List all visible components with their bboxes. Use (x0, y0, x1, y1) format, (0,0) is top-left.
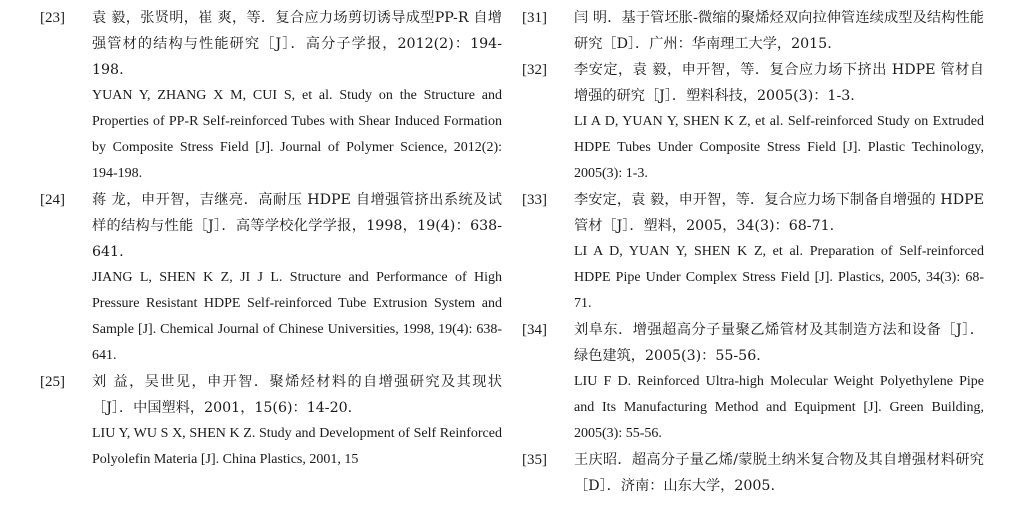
reference-chinese-text: 刘阜东．增强超高分子量聚乙烯管材及其制造方法和设备［J］．绿色建筑，2005(3)：55-56. (574, 322, 984, 364)
reference-number: [35] (522, 452, 547, 468)
reference-chinese-text: 李安定，袁 毅，申开智，等．复合应力场下挤出 HDPE 管材自增强的研究［J］．塑料科技，2005(3)：1-3. (574, 62, 984, 104)
reference-chinese-text: 李安定，袁 毅，申开智，等．复合应力场下制备自增强的 HDPE 管材［J］．塑料，2005，34(3)：68-71. (574, 192, 984, 234)
reference-35 (522, 447, 984, 499)
reference-32 (522, 57, 984, 187)
reference-number: [32] (522, 62, 547, 78)
right-column (522, 5, 984, 499)
reference-number: [31] (522, 10, 547, 26)
reference-24 (40, 187, 502, 369)
reference-chinese-text: 闫 明．基于管坯胀-微缩的聚烯烃双向拉伸管连续成型及结构性能研究［D］．广州：华南理工大学，2015. (574, 10, 984, 52)
reference-34 (522, 317, 984, 447)
reference-chinese-text: 袁 毅，张贤明，崔 爽，等．复合应力场剪切诱导成型PP-R 自增强管材的结构与性能研究［J］．高分子学报，2012(2)：194-198. (92, 10, 502, 78)
reference-25 (40, 369, 502, 473)
reference-english-text: LIU F D. Reinforced Ultra-high Molecular Weight Polyethylene Pipe and Its Manufacturing Method and Equipment [J]. Green Building, 2005(3): 55-56. (574, 374, 984, 441)
reference-number: [23] (40, 10, 65, 26)
reference-23 (40, 5, 502, 187)
reference-31 (522, 5, 984, 57)
reference-english-text: LIU Y, WU S X, SHEN K Z. Study and Development of Self Reinforced Polyolefin Materia [J]. China Plastics, 2001, 15 (92, 426, 502, 467)
reference-number: [34] (522, 322, 547, 338)
reference-chinese-text: 蒋 龙，申开智，吉继亮．高耐压 HDPE 自增强管挤出系统及试样的结构与性能［J］．高等学校化学学报，1998，19(4)：638-641. (92, 192, 502, 260)
reference-number: [33] (522, 192, 547, 208)
reference-33 (522, 187, 984, 317)
reference-chinese-text: 王庆昭．超高分子量乙烯/蒙脱土纳米复合物及其自增强材料研究［D］．济南：山东大学，2005. (574, 452, 984, 494)
reference-english-text: LI A D, YUAN Y, SHEN K Z, et al. Preparation of Self-reinforced HDPE Pipe Under Complex Stress Field [J]. Plastics, 2005, 34(3): 68-71. (574, 244, 984, 311)
reference-chinese-text: 刘 益，吴世见，申开智．聚烯烃材料的自增强研究及其现状［J］．中国塑料，2001，15(6)：14-20. (92, 374, 502, 416)
reference-number: [25] (40, 374, 65, 390)
reference-english-text: LI A D, YUAN Y, SHEN K Z, et al. Self-reinforced Study on Extruded HDPE Tubes Under Composite Stress Field [J]. Plastic Techinology, 2005(3): 1-3. (574, 114, 984, 181)
reference-english-text: JIANG L, SHEN K Z, JI J L. Structure and Performance of High Pressure Resistant HDPE Self-reinforced Tube Extrusion System and Sample [J]. Chemical Journal of Chinese Universities, 1998, 19(4): 638-641. (92, 270, 502, 363)
reference-english-text: YUAN Y, ZHANG X M, CUI S, et al. Study on the Structure and Properties of PP-R Self-reinforced Tubes with Shear Induced Formation by Composite Stress Field [J]. Journal of Polymer Science, 2012(2): 194-198. (92, 88, 502, 181)
left-column (40, 5, 502, 473)
reference-number: [24] (40, 192, 65, 208)
